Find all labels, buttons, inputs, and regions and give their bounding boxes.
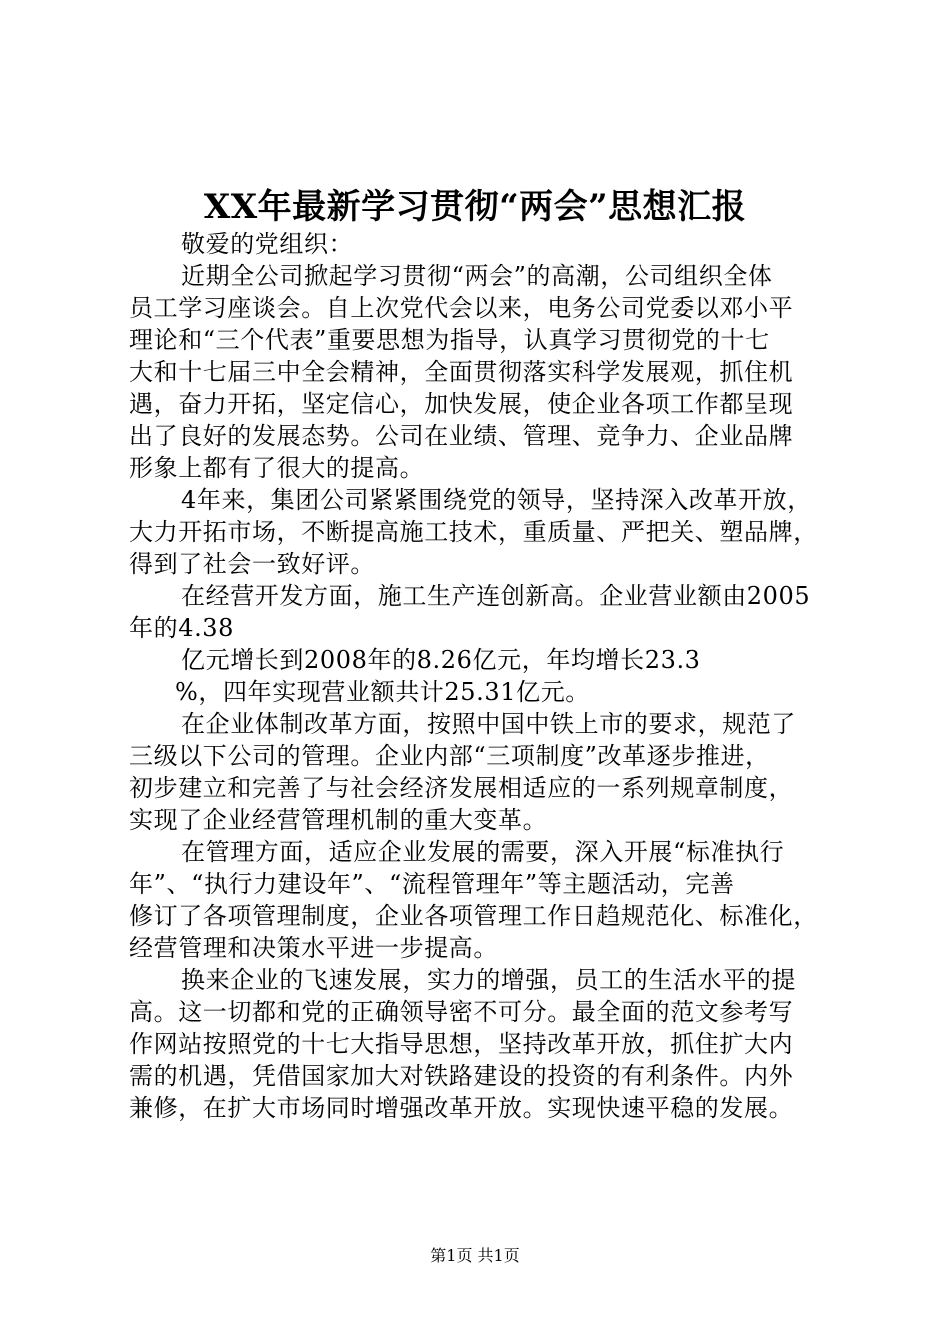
paragraph-line: 员工学习座谈会。自上次党代会以来，电务公司党委以邓小平 [129,294,794,322]
paragraph-line: 4年来，集团公司紧紧围绕党的领导，坚持深入改革开放， [181,486,812,514]
paragraph-line: 得到了社会一致好评。 [129,550,375,578]
paragraph-line: 初步建立和完善了与社会经济发展相适应的一系列规章制度， [129,774,794,802]
paragraph-line: 年的4.38 [129,614,235,642]
paragraph-line: 在经营开发方面，施工生产连创新高。企业营业额由2005 [181,582,811,610]
paragraph-line: 大和十七届三中全会精神，全面贯彻落实科学发展观，抓住机 [129,358,794,386]
paragraph-line: 高。这一切都和党的正确领导密不可分。最全面的范文参考写 [129,998,794,1026]
paragraph-line: 大力开拓市场，不断提高施工技术，重质量、严把关、塑品牌， [129,518,818,546]
paragraph-line: 作网站按照党的十七大指导思想，坚持改革开放，抓住扩大内 [129,1030,794,1058]
page-number-footer: 第1页 共1页 [430,1246,520,1265]
salutation-line: 敬爱的党组织： [181,230,354,258]
paragraph-line: 年”、“执行力建设年”、“流程管理年”等主题活动，完善 [129,870,735,898]
paragraph-line: 理论和“三个代表”重要思想为指导，认真学习贯彻党的十七 [129,326,770,354]
paragraph-line: %，四年实现营业额共计25.31亿元。 [175,678,590,706]
paragraph-line: 亿元增长到2008年的8.26亿元，年均增长23.3 [181,646,701,674]
document-title: XX年最新学习贯彻“两会”思想汇报 [203,187,747,227]
paragraph-line: 出了良好的发展态势。公司在业绩、管理、竞争力、企业品牌 [129,422,794,450]
paragraph-line: 修订了各项管理制度，企业各项管理工作日趋规范化、标准化， [129,902,818,930]
paragraph-line: 换来企业的飞速发展，实力的增强，员工的生活水平的提 [181,966,796,994]
paragraph-line: 需的机遇，凭借国家加大对铁路建设的投资的有利条件。内外 [129,1062,794,1090]
paragraph-line: 实现了企业经营管理机制的重大变革。 [129,806,548,834]
paragraph-line: 兼修，在扩大市场同时增强改革开放。实现快速平稳的发展。 [129,1094,794,1122]
paragraph-line: 在企业体制改革方面，按照中国中铁上市的要求，规范了 [181,710,796,738]
paragraph-line: 三级以下公司的管理。企业内部“三项制度”改革逐步推进， [129,742,770,770]
document-body [129,228,849,1124]
paragraph-line: 遇，奋力开拓，坚定信心，加快发展，使企业各项工作都呈现 [129,390,794,418]
paragraph-line: 在管理方面，适应企业发展的需要，深入开展“标准执行 [181,838,785,866]
paragraph-line: 经营管理和决策水平进一步提高。 [129,934,498,962]
paragraph-line: 近期全公司掀起学习贯彻“两会”的高潮，公司组织全体 [181,262,773,290]
paragraph-line: 形象上都有了很大的提高。 [129,454,425,482]
